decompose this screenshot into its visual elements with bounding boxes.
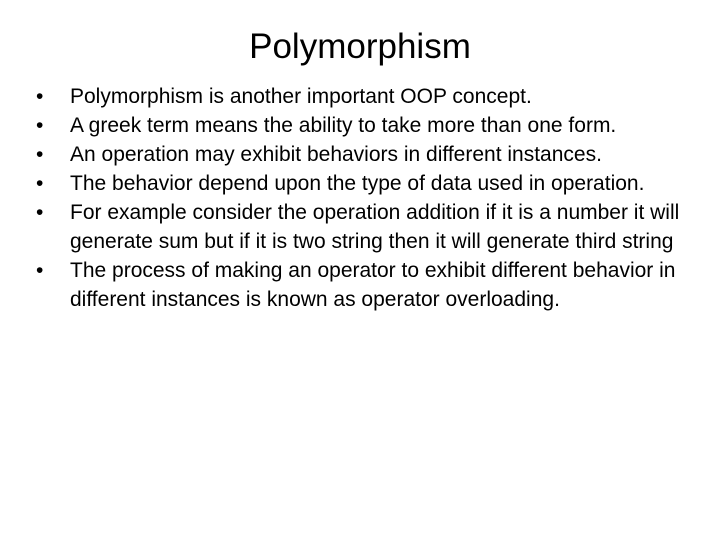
bullet-text: A greek term means the ability to take more than one form. bbox=[70, 114, 617, 137]
bullet-item bbox=[36, 256, 686, 314]
bullet-point-icon: • bbox=[36, 172, 44, 195]
bullet-item bbox=[36, 140, 686, 169]
bullet-item bbox=[36, 82, 686, 111]
bullet-point-icon: • bbox=[36, 114, 44, 137]
bullet-item bbox=[36, 198, 686, 256]
bullet-text: Polymorphism is another important OOP concept. bbox=[70, 85, 532, 108]
bullet-point-icon: • bbox=[36, 201, 44, 224]
bullet-point-icon: • bbox=[36, 85, 44, 108]
bullet-point-icon: • bbox=[36, 259, 44, 282]
bullet-text: The process of making an operator to exhibit different behavior in different instances is known as operator overloading. bbox=[70, 259, 676, 311]
bullet-point-icon: • bbox=[36, 143, 44, 166]
bullet-text: An operation may exhibit behaviors in different instances. bbox=[70, 143, 602, 166]
bullet-item bbox=[36, 169, 686, 198]
bullet-list bbox=[36, 82, 686, 314]
bullet-text: For example consider the operation addition if it is a number it will generate sum but if it is two string then it will generate third string bbox=[70, 201, 680, 253]
bullet-item bbox=[36, 111, 686, 140]
slide-title: Polymorphism bbox=[249, 27, 471, 66]
bullet-text: The behavior depend upon the type of data used in operation. bbox=[70, 172, 645, 195]
